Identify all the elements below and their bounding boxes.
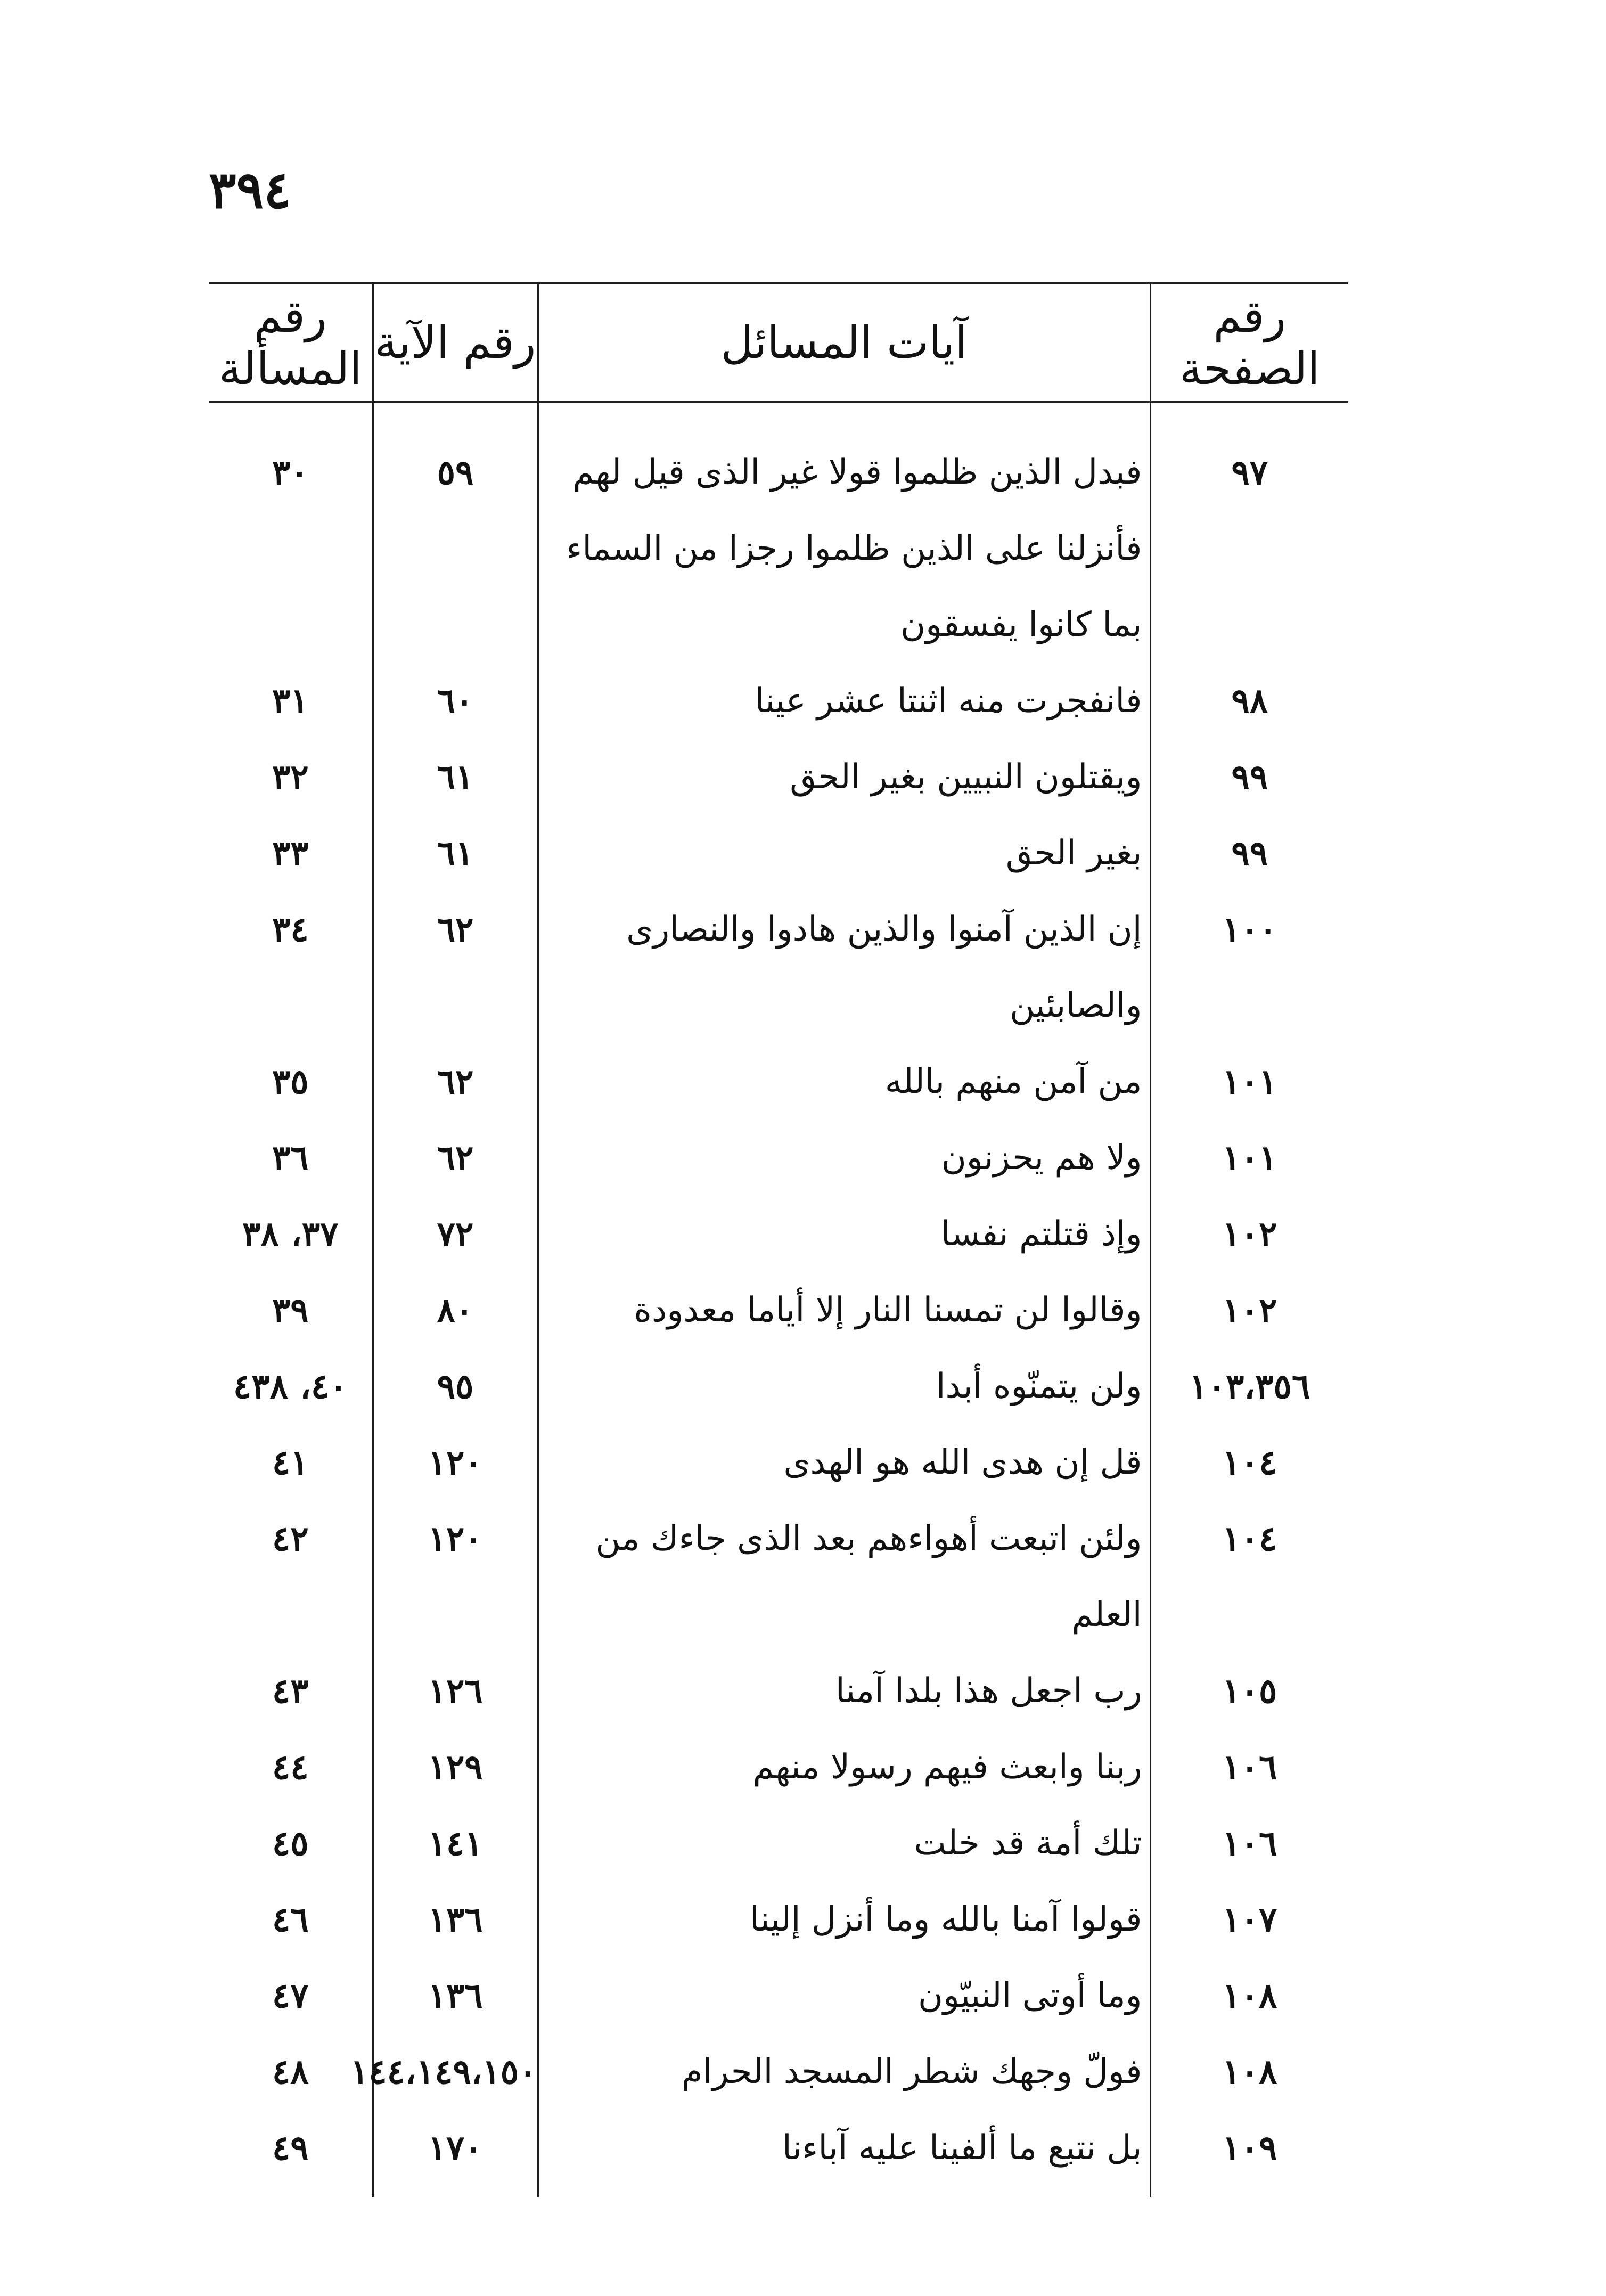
table-row [209, 1958, 1348, 2034]
issue-number-cell: ٤٣ [272, 1671, 309, 1711]
table-row [209, 739, 1348, 815]
page-number-cell: ٩٩ [1150, 815, 1348, 892]
verse-text-cell [538, 1653, 1150, 1729]
verse-text-cell [538, 1958, 1150, 2034]
issue-number-cell: ٣٢ [272, 757, 309, 797]
header-verses: آيات المسائل [538, 283, 1150, 402]
verse-text-cell [538, 1120, 1150, 1196]
verse-text: إن الذين آمنوا والذين هادوا والنصارى والصابئين [626, 910, 1142, 1025]
page-number-cell: ١٠٩ [1150, 2110, 1348, 2197]
table-row [209, 1653, 1348, 1729]
verse-text: ولا هم يحزنون [941, 1138, 1142, 1178]
page-number-cell: ١٠١ [1150, 1044, 1348, 1120]
verse-text: وقالوا لن تمسنا النار إلا أياما معدودة [634, 1290, 1142, 1330]
header-page-number: رقم الصفحة [1150, 283, 1348, 402]
table-row [209, 1044, 1348, 1120]
page-number-cell: ١٠٣،٣٥٦ [1150, 1349, 1348, 1425]
page-number-cell: ١٠٦ [1150, 1805, 1348, 1882]
table-row [209, 1425, 1348, 1501]
verse-text: فولّ وجهك شطر المسجد الحرام [682, 2052, 1142, 2091]
verse-index-table [209, 282, 1348, 2197]
verse-text-cell [538, 402, 1150, 664]
issue-number-cell: ٣٣ [272, 834, 309, 873]
issue-number-cell: ٣٥ [272, 1062, 309, 1102]
issue-number-cell: ٤٩ [272, 2128, 309, 2168]
page-number-cell: ١٠٥ [1150, 1653, 1348, 1729]
page-number-cell: ١٠٧ [1150, 1882, 1348, 1958]
table-row [209, 663, 1348, 739]
verse-text-cell [538, 663, 1150, 739]
ayah-number-cell: ١٢٩ [373, 1729, 538, 1805]
ayah-number-cell: ٦١ [373, 739, 538, 815]
table-row [209, 1805, 1348, 1882]
issue-number-cell: ٣١ [272, 681, 309, 721]
ayah-number-cell: ١٢٦ [373, 1653, 538, 1729]
page-number-cell: ١٠٤ [1150, 1501, 1348, 1653]
ayah-number-cell: ٦٠ [373, 663, 538, 739]
verse-text-cell [538, 892, 1150, 1044]
table-row [209, 1349, 1348, 1425]
issue-number-cell: ٣٦ [272, 1138, 309, 1178]
page-number-cell: ١٠٤ [1150, 1425, 1348, 1501]
verse-text-cell [538, 1425, 1150, 1501]
issue-number-cell: ٤٥ [272, 1824, 309, 1864]
ayah-number-cell: ١٤٤،١٤٩،١٥٠ [373, 2034, 538, 2110]
page-number: ٣٩٤ [209, 160, 291, 220]
ayah-number-cell: ٧٢ [373, 1196, 538, 1272]
verse-text-cell [538, 1882, 1150, 1958]
verse-text: ربنا وابعث فيهم رسولا منهم [752, 1747, 1142, 1787]
verse-text: رب اجعل هذا بلدا آمنا [835, 1671, 1142, 1711]
issue-number-cell: ٤١ [272, 1443, 309, 1483]
page-number-cell: ١٠٢ [1150, 1272, 1348, 1349]
verse-text: ويقتلون النبيين بغير الحق [790, 757, 1142, 797]
verse-text: بل نتبع ما ألفينا عليه آباءنا [782, 2128, 1142, 2168]
ayah-number-cell: ١٤١ [373, 1805, 538, 1882]
ayah-number-cell: ٦١ [373, 815, 538, 892]
issue-number-cell: ٤٤ [272, 1747, 309, 1787]
ayah-number-cell: ١٢٠ [373, 1425, 538, 1501]
table-row [209, 892, 1348, 1044]
table-body [209, 402, 1348, 2197]
page-number-cell: ١٠٨ [1150, 2034, 1348, 2110]
verse-text-cell [538, 2110, 1150, 2197]
verse-text-cell [538, 815, 1150, 892]
page-number-cell: ٩٩ [1150, 739, 1348, 815]
issue-number-cell: ٤٠، ٤٣٨ [233, 1367, 348, 1407]
table-row [209, 2034, 1348, 2110]
verse-text: قولوا آمنا بالله وما أنزل إلينا [750, 1900, 1142, 1939]
table-row [209, 815, 1348, 892]
verse-text: قل إن هدى الله هو الهدى [783, 1443, 1142, 1482]
verse-text: بغير الحق [1005, 834, 1142, 873]
verse-text: فبدل الذين ظلموا قولا غير الذى قيل لهم فأنزلنا على الذين ظلموا رجزا من السماء بما كانوا يفسقون [566, 453, 1142, 644]
verse-text: فانفجرت منه اثنتا عشر عينا [755, 681, 1142, 721]
issue-number-cell: ٣٧، ٣٨ [242, 1214, 339, 1254]
ayah-number-cell: ١٢٠ [373, 1501, 538, 1653]
issue-number-cell: ٣٤ [272, 910, 309, 950]
verse-text-cell [538, 1272, 1150, 1349]
verse-text-cell [538, 1501, 1150, 1653]
verse-text: تلك أمة قد خلت [914, 1824, 1142, 1863]
issue-number-cell: ٤٧ [272, 1976, 309, 2016]
issue-number-cell: ٣٠ [272, 453, 309, 493]
ayah-number-cell: ٩٥ [373, 1349, 538, 1425]
page-number-cell: ٩٧ [1150, 402, 1348, 664]
ayah-number-cell: ١٣٦ [373, 1882, 538, 1958]
issue-number-cell: ٤٢ [272, 1519, 309, 1559]
verse-text-cell [538, 1349, 1150, 1425]
verse-text: وما أوتى النبيّون [918, 1976, 1142, 2015]
page-number-cell: ١٠٠ [1150, 892, 1348, 1044]
ayah-number-cell: ١٧٠ [373, 2110, 538, 2197]
ayah-number-cell: ٥٩ [373, 402, 538, 664]
header-issue-number: رقم المسألة [209, 283, 373, 402]
verse-text: من آمن منهم بالله [884, 1062, 1142, 1101]
verse-text-cell [538, 1729, 1150, 1805]
ayah-number-cell: ١٣٦ [373, 1958, 538, 2034]
issue-number-cell: ٤٦ [272, 1900, 309, 1940]
issue-number-cell: ٣٩ [272, 1290, 309, 1330]
table-row [209, 1729, 1348, 1805]
table-row [209, 1272, 1348, 1349]
table-row [209, 402, 1348, 664]
table-row [209, 1882, 1348, 1958]
table-header-row [209, 283, 1348, 402]
verse-text-cell [538, 1196, 1150, 1272]
table-row [209, 2110, 1348, 2197]
verse-text-cell [538, 739, 1150, 815]
verse-text: وإذ قتلتم نفسا [940, 1214, 1142, 1254]
page-number-cell: ١٠١ [1150, 1120, 1348, 1196]
ayah-number-cell: ٦٢ [373, 1044, 538, 1120]
page-number-cell: ١٠٨ [1150, 1958, 1348, 2034]
page-number-cell: ١٠٦ [1150, 1729, 1348, 1805]
page-number-cell: ١٠٢ [1150, 1196, 1348, 1272]
ayah-number-cell: ٦٢ [373, 1120, 538, 1196]
verse-text-cell [538, 1044, 1150, 1120]
table-row [209, 1120, 1348, 1196]
verse-text-cell [538, 1805, 1150, 1882]
issue-number-cell: ٤٨ [272, 2052, 309, 2092]
verse-text: ولئن اتبعت أهواءهم بعد الذى جاءك من العلم [595, 1519, 1142, 1635]
ayah-number-cell: ٨٠ [373, 1272, 538, 1349]
header-ayah-number: رقم الآية [373, 283, 538, 402]
ayah-number-cell: ٦٢ [373, 892, 538, 1044]
page-number-cell: ٩٨ [1150, 663, 1348, 739]
table-row [209, 1501, 1348, 1653]
verse-text: ولن يتمنّوه أبدا [936, 1367, 1142, 1406]
table-row [209, 1196, 1348, 1272]
verse-text-cell [538, 2034, 1150, 2110]
